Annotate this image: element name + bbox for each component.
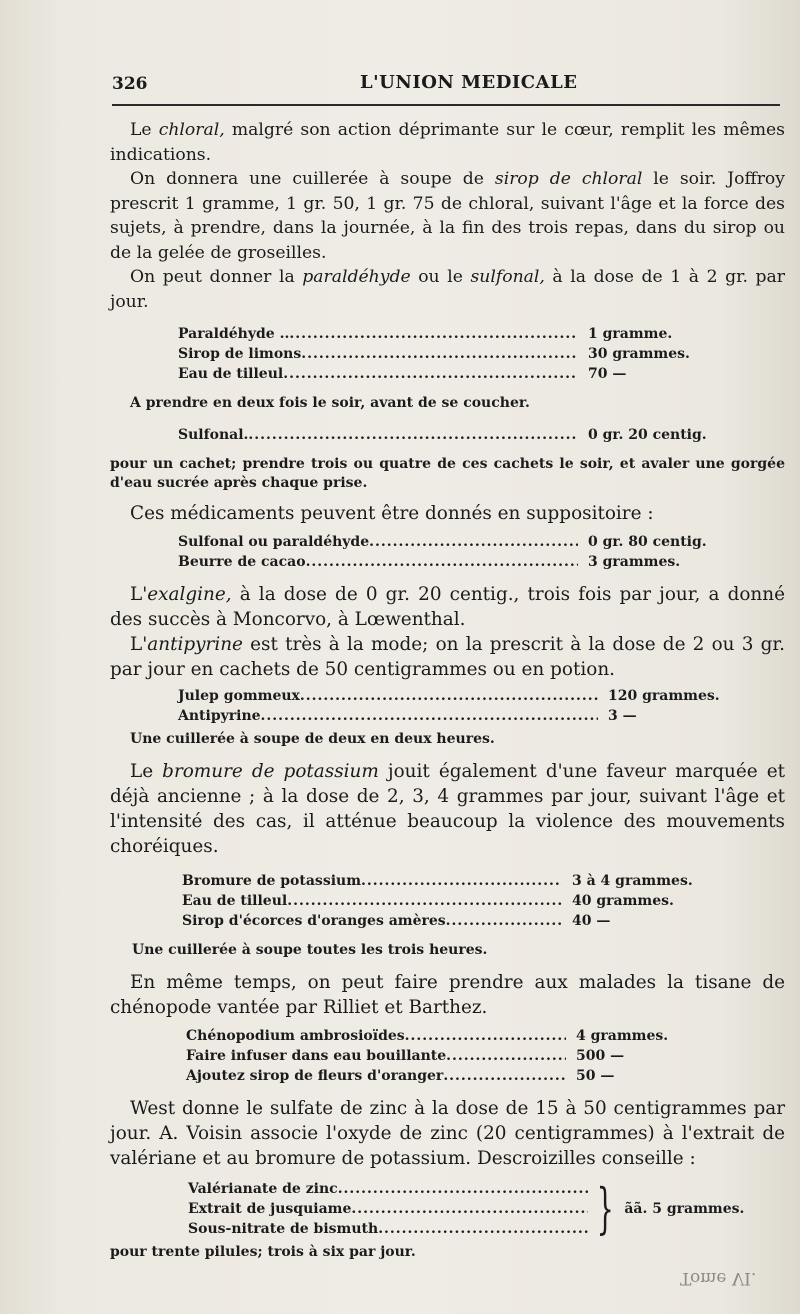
bleed-through-footer: Tome VI. [680, 1268, 757, 1288]
prescription-row: Chénopodium ambrosioïdes ..... 4 grammes. [186, 1026, 706, 1046]
prescription-row: Paraldéhyde .. ..... 1 gramme. [178, 324, 718, 344]
paragraph-suppositoire: Ces médicaments peuvent être donnés en suppositoire : [130, 503, 654, 524]
article-body [110, 118, 785, 1262]
running-header [112, 68, 780, 106]
paragraph-exalgine: L'exalgine, à la dose de 0 gr. 20 centig., trois fois par jour, a donné des succès à Moncorvo, à Lœwenthal. [110, 584, 785, 630]
prescription-row: Valérianate de zinc ..... [188, 1179, 588, 1199]
paragraph-bromure: Le bromure de potassium jouit également d'une faveur marquée et déjà ancienne ; à la dose de 2, 3, 4 grammes par jour, suivant l'âge et l'intensité des cas, il atténue beaucoup la violence des mouvements choréiques. [110, 761, 785, 857]
prescription-antipyrine [178, 686, 738, 726]
instruction-note: pour un cachet; prendre trois ou quatre de ces cachets le soir, et avaler une gorgée d'eau sucrée après chaque prise. [110, 456, 785, 491]
instruction-note: pour trente pilules; trois à six par jour. [110, 1244, 416, 1260]
prescription-quantity: ãã. 5 grammes. [624, 1201, 745, 1217]
prescription-row: Sirop d'écorces d'oranges amères ..... 40 — [182, 911, 702, 931]
prescription-row: Sulfonal. ..... 0 gr. 20 centig. [178, 425, 718, 445]
prescription-row: Sirop de limons ..... 30 grammes. [178, 344, 718, 364]
prescription-row: Ajoutez sirop de fleurs d'oranger ..... 50 — [186, 1066, 706, 1086]
paragraph-zinc: West donne le sulfate de zinc à la dose de 15 à 50 centigrammes par jour. A. Voisin associe l'oxyde de zinc (20 centigrammes) à l'extrait de valériane et au bromure de potassium. Descroizilles conseille : [110, 1098, 785, 1169]
paragraph-antipyrine: L'antipyrine est très à la mode; on la prescrit à la dose de 2 ou 3 gr. par jour en cachets de 50 centigrammes ou en potion. [110, 634, 785, 680]
paragraph-paraldehyde: On peut donner la paraldéhyde ou le sulfonal, à la dose de 1 à 2 gr. par jour. [110, 267, 785, 312]
prescription-paraldehyde [178, 324, 718, 384]
prescription-row: Eau de tilleul ..... 40 grammes. [182, 891, 702, 911]
prescription-chenopode [186, 1026, 706, 1086]
prescription-row: Bromure de potassium ..... 3 à 4 grammes. [182, 871, 702, 891]
prescription-bromure [182, 871, 702, 931]
prescription-row: Extrait de jusquiame ..... [188, 1199, 588, 1219]
paragraph-chloral: Le chloral, malgré son action déprimante sur le cœur, remplit les mêmes indications. [110, 120, 785, 165]
paragraph-chenopode: En même temps, on peut faire prendre aux malades la tisane de chénopode vantée par Rilliet et Barthez. [110, 972, 785, 1018]
prescription-row: Beurre de cacao ..... 3 grammes. [178, 552, 718, 572]
prescription-row: Sulfonal ou paraldéhyde ..... 0 gr. 80 centig. [178, 532, 718, 552]
prescription-descroizilles [188, 1179, 785, 1239]
page-number: 326 [112, 74, 148, 94]
instruction-note: A prendre en deux fois le soir, avant de se coucher. [130, 395, 530, 411]
brace-symbol: } [596, 1177, 614, 1240]
prescription-suppositoire [178, 532, 718, 572]
journal-title: L'UNION MEDICALE [360, 72, 578, 93]
prescription-row: Sous-nitrate de bismuth ..... [188, 1219, 588, 1239]
prescription-sulfonal [178, 425, 718, 445]
prescription-row: Eau de tilleul ..... 70 — [178, 364, 718, 384]
paragraph-sirop-chloral: On donnera une cuillerée à soupe de sirop de chloral le soir. Joffroy prescrit 1 gramme, 1 gr. 50, 1 gr. 75 de chloral, suivant l'âge et la force des sujets, à prendre, dans la journée, à la fin des trois repas, dans du sirop ou de la gelée de groseilles. [110, 169, 785, 263]
prescription-row: Antipyrine ..... 3 — [178, 706, 738, 726]
prescription-row: Julep gommeux ..... 120 grammes. [178, 686, 738, 706]
instruction-note: Une cuillerée à soupe de deux en deux heures. [130, 731, 495, 747]
instruction-note: Une cuillerée à soupe toutes les trois heures. [132, 942, 488, 958]
prescription-row: Faire infuser dans eau bouillante ..... 500 — [186, 1046, 706, 1066]
